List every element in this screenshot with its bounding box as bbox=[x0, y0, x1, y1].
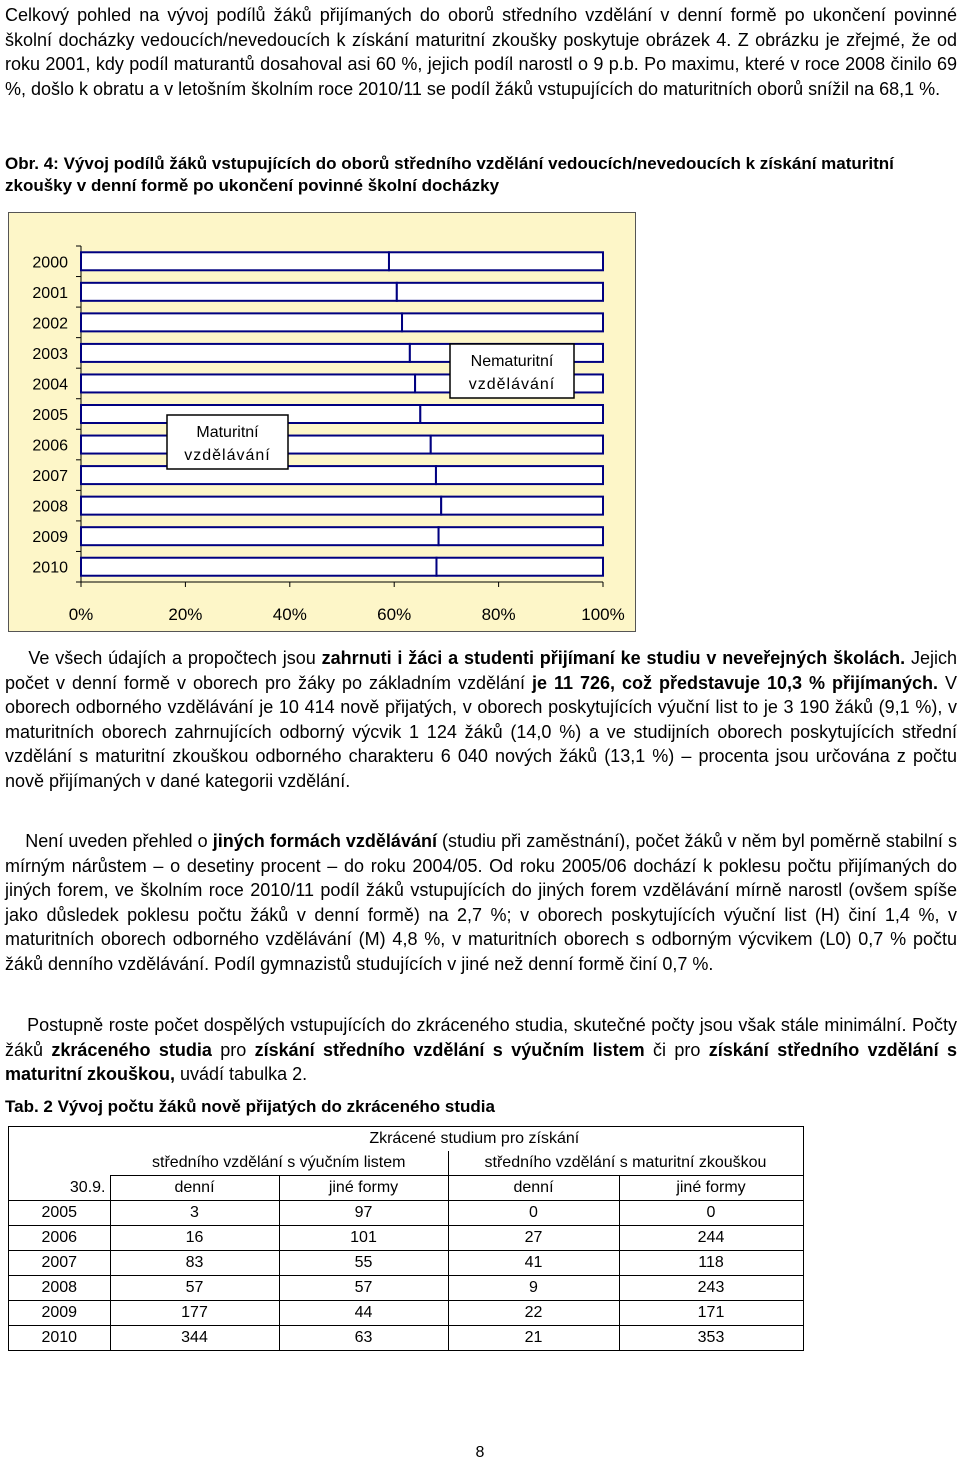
table-title: Tab. 2 Vývoj počtu žáků nově přijatých do zkráceného studia bbox=[5, 1097, 495, 1116]
p4-text-1: Postupně roste počet dospělých vstupujících do zkráceného studia, skutečné počty jsou však stále minimální. Počty žáků bbox=[5, 1015, 957, 1060]
stacked-bar-chart bbox=[9, 213, 635, 631]
paragraph-other-forms bbox=[5, 829, 957, 976]
cell-year: 2009 bbox=[9, 1301, 111, 1326]
p4-bold-1: zkráceného studia bbox=[51, 1039, 212, 1060]
cell-vl-jine: 63 bbox=[279, 1326, 448, 1351]
bar-nematuritni bbox=[439, 527, 603, 545]
bar-nematuritni bbox=[397, 283, 603, 301]
p2-text-3: V oborech odborného vzdělávání je 10 414 nově přijatých, v oborech poskytujících výuční list to je 3 190 žáků (9,1 %), v maturitních oborech zahrnujících odborný výcvik 1 124 žáků (14,0 %) a ve studijních oborech poskytujících střední vzdělání s maturitní zkouškou odborného charakteru 6 040 nových žáků (13,1 %) – procenta jsou určována z počtu nově přijímaných v dané kategorii vzdělání. bbox=[5, 672, 957, 791]
bar-maturitni bbox=[81, 527, 439, 545]
cell-mz-denni: 0 bbox=[448, 1201, 619, 1226]
bar-maturitni bbox=[81, 252, 389, 270]
cell-mz-jine: 118 bbox=[619, 1251, 803, 1276]
cell-vl-denni: 3 bbox=[110, 1201, 279, 1226]
p4-bold-3: získání středního vzdělání s maturitní zkouškou, bbox=[5, 1039, 957, 1084]
p2-bold-2: je 11 726, což představuje 10,3 % přijímaných. bbox=[532, 672, 939, 693]
p4-text-3: či pro bbox=[644, 1039, 709, 1060]
cell-vl-jine: 97 bbox=[279, 1201, 448, 1226]
short-study-table bbox=[8, 1126, 804, 1351]
header-empty-cell bbox=[9, 1127, 111, 1152]
cell-vl-denni: 57 bbox=[110, 1276, 279, 1301]
figure-caption: Obr. 4: Vývoj podílů žáků vstupujících do oborů středního vzdělání vedoucích/nevedoucích k získání maturitní zkoušky v denní formě po ukončení povinné školní docházky bbox=[5, 154, 894, 195]
cell-vl-denni: 83 bbox=[110, 1251, 279, 1276]
x-tick-label: 100% bbox=[581, 605, 625, 624]
bar-nematuritni bbox=[436, 558, 603, 576]
bar-nematuritni bbox=[431, 436, 603, 454]
bar-maturitni bbox=[81, 497, 441, 515]
x-tick-label: 20% bbox=[168, 605, 203, 624]
nematuritni-label-line-1: Nematuritní bbox=[470, 353, 554, 370]
cell-mz-jine: 244 bbox=[619, 1226, 803, 1251]
cell-mz-jine: 0 bbox=[619, 1201, 803, 1226]
cell-mz-denni: 9 bbox=[448, 1276, 619, 1301]
y-tick-label: 2004 bbox=[32, 376, 68, 394]
y-tick-label: 2006 bbox=[32, 437, 68, 455]
y-tick-label: 2007 bbox=[32, 468, 68, 486]
p3-text-1: Není uveden přehled o bbox=[25, 831, 213, 851]
cell-vl-denni: 16 bbox=[110, 1226, 279, 1251]
header-mz-denni: denní bbox=[448, 1176, 619, 1201]
x-tick-label: 60% bbox=[377, 605, 412, 624]
bar-maturitni bbox=[81, 558, 436, 576]
bar-maturitni bbox=[81, 283, 397, 301]
cell-vl-jine: 101 bbox=[279, 1226, 448, 1251]
nematuritni-label-line-2: vzdělávání bbox=[468, 376, 556, 393]
cell-vl-denni: 177 bbox=[110, 1301, 279, 1326]
cell-vl-jine: 44 bbox=[279, 1301, 448, 1326]
cell-year: 2006 bbox=[9, 1226, 111, 1251]
cell-vl-denni: 344 bbox=[110, 1326, 279, 1351]
y-tick-label: 2002 bbox=[32, 315, 68, 333]
bar-nematuritni bbox=[436, 466, 603, 484]
bar-nematuritni bbox=[389, 252, 603, 270]
table-header-row-3 bbox=[9, 1176, 804, 1201]
cell-year: 2007 bbox=[9, 1251, 111, 1276]
header-vl-jine: jiné formy bbox=[279, 1176, 448, 1201]
bar-maturitni bbox=[81, 313, 402, 331]
page-number: 8 bbox=[475, 1444, 485, 1461]
sub-header-vl: středního vzdělání s výučním listem bbox=[110, 1151, 448, 1176]
cell-year: 2005 bbox=[9, 1201, 111, 1226]
cell-mz-jine: 353 bbox=[619, 1326, 803, 1351]
y-tick-label: 2000 bbox=[32, 254, 68, 272]
p4-text-2: pro bbox=[211, 1039, 255, 1060]
table-row bbox=[9, 1326, 804, 1351]
cell-year: 2008 bbox=[9, 1276, 111, 1301]
table-header-row-1 bbox=[9, 1127, 804, 1152]
cell-mz-jine: 243 bbox=[619, 1276, 803, 1301]
x-tick-label: 0% bbox=[68, 605, 94, 624]
header-mz-jine: jiné formy bbox=[619, 1176, 803, 1201]
bar-maturitni bbox=[81, 374, 415, 392]
intro-paragraph bbox=[5, 3, 957, 101]
y-tick-label: 2001 bbox=[32, 284, 68, 302]
header-vl-denni: denní bbox=[110, 1176, 279, 1201]
p4-text-4: uvádí tabulka 2. bbox=[175, 1064, 308, 1084]
bar-nematuritni bbox=[402, 313, 603, 331]
cell-mz-denni: 21 bbox=[448, 1326, 619, 1351]
paragraph-short-study bbox=[5, 1013, 957, 1087]
table-row bbox=[9, 1276, 804, 1301]
cell-year: 2010 bbox=[9, 1326, 111, 1351]
p3-bold-1: jiných formách vzdělávání bbox=[212, 831, 437, 851]
bar-nematuritni bbox=[441, 497, 603, 515]
table-row bbox=[9, 1251, 804, 1276]
sub-header-mz: středního vzdělání s maturitní zkouškou bbox=[448, 1151, 803, 1176]
table-row bbox=[9, 1226, 804, 1251]
p3-text-2: (studiu při zaměstnání), počet žáků v něm byl poměrně stabilní s mírným nárůstem – o desetiny procent – do roku 2004/05. Od roku 2005/06 dochází k poklesu počtu přijímaných do jiných forem, ve školním roce 2010/11 podíl žáků vstupujících do jiných forem vzdělávání mírně narostl (ovšem spíše jako důsledek poklesu počtu žáků v denní formě) na 2,7 %; v oborech poskytujících výuční list (H) činí 1,4 %, v maturitních oborech odborného vzdělávání (M) 4,8 %, v maturitních oborech s odborným výcvikem (L0) 0,7 % počtu žáků denního vzdělávání. Podíl gymnazistů studujících v jiné než denní formě činí 0,7 %. bbox=[5, 831, 958, 974]
cell-mz-denni: 22 bbox=[448, 1301, 619, 1326]
intro-text: Celkový pohled na vývoj podílů žáků přijímaných do oborů středního vzdělání v denní formě po ukončení povinné školní docházky vedoucích/nevedoucích k získání maturitní zkoušky poskytuje obrázek 4. Z obrázku je zřejmé, že od roku 2001, kdy podíl maturantů dosahoval asi 60 %, jejich podíl narostl o 9 p.b. Po maximu, které v roce 2008 činilo 69 %, došlo k obratu a v letošním školním roce 2010/11 se podíl žáků vstupujících do maturitních oborů snížil na 68,1 %. bbox=[5, 5, 957, 99]
y-tick-label: 2003 bbox=[32, 345, 68, 363]
p2-text-2: Jejich počet v denní formě v oborech pro žáky po základním vzdělání bbox=[5, 648, 957, 693]
header-date: 30.9. bbox=[9, 1176, 111, 1201]
header-empty-cell-2 bbox=[9, 1151, 111, 1176]
p4-bold-2: získání středního vzdělání s výučním listem bbox=[254, 1039, 645, 1060]
chart-area bbox=[8, 212, 636, 632]
p2-text-1: Ve všech údajích a propočtech jsou bbox=[28, 648, 322, 668]
x-tick-label: 80% bbox=[481, 605, 516, 624]
table-row bbox=[9, 1201, 804, 1226]
bar-nematuritni bbox=[420, 405, 603, 423]
maturitni-label-line-1: Maturitní bbox=[196, 424, 259, 441]
cell-mz-denni: 27 bbox=[448, 1226, 619, 1251]
table-header-row-2 bbox=[9, 1151, 804, 1176]
cell-vl-jine: 55 bbox=[279, 1251, 448, 1276]
cell-vl-jine: 57 bbox=[279, 1276, 448, 1301]
group-header: Zkrácené studium pro získání bbox=[110, 1127, 803, 1152]
table-row bbox=[9, 1301, 804, 1326]
x-tick-label: 40% bbox=[272, 605, 307, 624]
bar-maturitni bbox=[81, 344, 410, 362]
y-tick-label: 2010 bbox=[32, 559, 68, 577]
maturitni-label-line-2: vzdělávání bbox=[184, 447, 271, 464]
cell-mz-jine: 171 bbox=[619, 1301, 803, 1326]
paragraph-private-schools bbox=[5, 646, 957, 793]
p2-bold-1: zahrnuti i žáci a studenti přijímaní ke studiu v neveřejných školách. bbox=[321, 648, 906, 668]
y-tick-label: 2008 bbox=[32, 498, 68, 516]
cell-mz-denni: 41 bbox=[448, 1251, 619, 1276]
y-tick-label: 2005 bbox=[32, 407, 68, 424]
y-tick-label: 2009 bbox=[32, 529, 68, 547]
